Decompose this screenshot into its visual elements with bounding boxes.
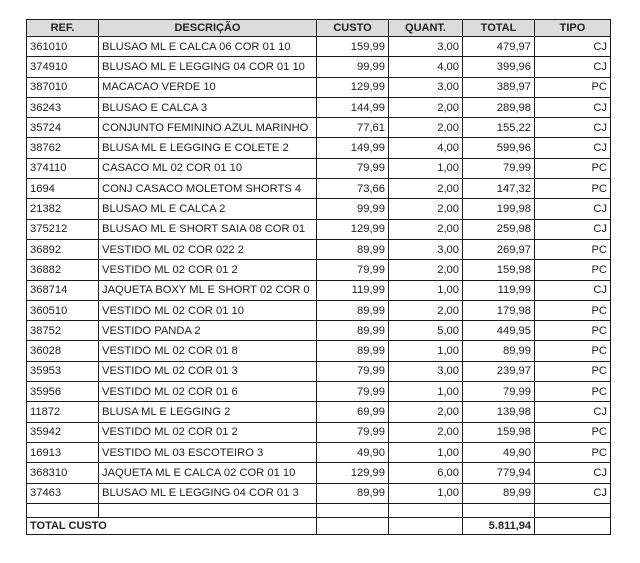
cell-descricao: CONJ CASACO MOLETOM SHORTS 4 <box>99 179 317 199</box>
cell-quant: 3,00 <box>389 77 463 97</box>
header-total: TOTAL <box>463 20 535 37</box>
cell-ref: 35956 <box>27 382 99 402</box>
cell-descricao: VESTIDO ML 03 ESCOTEIRO 3 <box>99 442 317 462</box>
cell-quant: 1,00 <box>389 158 463 178</box>
cell-ref: 36243 <box>27 97 99 117</box>
cell-ref: 368310 <box>27 463 99 483</box>
cell-descricao: BLUSAO E CALCA 3 <box>99 97 317 117</box>
cell-tipo: CJ <box>535 463 611 483</box>
cell-descricao: CONJUNTO FEMININO AZUL MARINHO <box>99 118 317 138</box>
table-row <box>27 77 611 97</box>
cell-tipo: CJ <box>535 97 611 117</box>
cell-tipo: CJ <box>535 138 611 158</box>
cell-quant: 2,00 <box>389 118 463 138</box>
cell-tipo: PC <box>535 422 611 442</box>
cell-total: 89,99 <box>463 483 535 503</box>
cell-quant: 2,00 <box>389 97 463 117</box>
cell-total: 399,96 <box>463 57 535 77</box>
cell-tipo: CJ <box>535 402 611 422</box>
table-row <box>27 118 611 138</box>
cell-descricao: VESTIDO ML 02 COR 01 3 <box>99 361 317 381</box>
table-row <box>27 158 611 178</box>
cell-total: 289,98 <box>463 97 535 117</box>
blank-cell <box>99 503 317 517</box>
total-value: 5.811,94 <box>463 517 535 534</box>
cell-total: 155,22 <box>463 118 535 138</box>
cell-total: 179,98 <box>463 300 535 320</box>
header-descricao: DESCRIÇÃO <box>99 20 317 37</box>
blank-cell <box>27 503 99 517</box>
cell-quant: 2,00 <box>389 260 463 280</box>
cell-quant: 2,00 <box>389 199 463 219</box>
cell-ref: 1694 <box>27 179 99 199</box>
cell-descricao: MACACAO VERDE 10 <box>99 77 317 97</box>
cell-descricao: VESTIDO ML 02 COR 01 10 <box>99 300 317 320</box>
header-quant: QUANT. <box>389 20 463 37</box>
cell-ref: 36892 <box>27 239 99 259</box>
total-label: TOTAL CUSTO <box>27 517 317 534</box>
cell-tipo: CJ <box>535 219 611 239</box>
cell-total: 119,99 <box>463 280 535 300</box>
cell-descricao: BLUSAO ML E LEGGING 04 COR 01 3 <box>99 483 317 503</box>
cell-custo: 49,90 <box>317 442 389 462</box>
cell-custo: 89,99 <box>317 483 389 503</box>
cell-descricao: VESTIDO ML 02 COR 01 2 <box>99 260 317 280</box>
cell-total: 89,99 <box>463 341 535 361</box>
cell-ref: 21382 <box>27 199 99 219</box>
cell-ref: 35942 <box>27 422 99 442</box>
cell-tipo: PC <box>535 321 611 341</box>
cell-total: 147,32 <box>463 179 535 199</box>
cell-ref: 11872 <box>27 402 99 422</box>
cell-quant: 1,00 <box>389 483 463 503</box>
cell-descricao: BLUSAO ML E CALCA 2 <box>99 199 317 219</box>
cell-total: 159,98 <box>463 422 535 442</box>
table-row <box>27 341 611 361</box>
cell-custo: 89,99 <box>317 239 389 259</box>
table-row <box>27 422 611 442</box>
cell-total: 269,97 <box>463 239 535 259</box>
cell-tipo: PC <box>535 382 611 402</box>
cell-total: 49,90 <box>463 442 535 462</box>
cell-total: 479,97 <box>463 37 535 57</box>
cell-tipo: PC <box>535 239 611 259</box>
cell-total: 159,98 <box>463 260 535 280</box>
cell-ref: 16913 <box>27 442 99 462</box>
table-row <box>27 97 611 117</box>
cell-tipo: PC <box>535 158 611 178</box>
cell-custo: 129,99 <box>317 219 389 239</box>
blank-cell <box>535 503 611 517</box>
cell-descricao: VESTIDO ML 02 COR 01 6 <box>99 382 317 402</box>
cell-custo: 79,99 <box>317 158 389 178</box>
cell-descricao: VESTIDO ML 02 COR 022 2 <box>99 239 317 259</box>
cell-custo: 99,99 <box>317 57 389 77</box>
cell-quant: 6,00 <box>389 463 463 483</box>
cell-quant: 3,00 <box>389 361 463 381</box>
cell-total: 449,95 <box>463 321 535 341</box>
table-row <box>27 239 611 259</box>
total-empty-cell <box>535 517 611 534</box>
total-empty-cell <box>317 517 389 534</box>
cell-custo: 79,99 <box>317 361 389 381</box>
cell-custo: 149,99 <box>317 138 389 158</box>
stock-table <box>26 19 611 535</box>
cell-custo: 159,99 <box>317 37 389 57</box>
cell-ref: 36882 <box>27 260 99 280</box>
cell-descricao: BLUSA ML E LEGGING 2 <box>99 402 317 422</box>
cell-quant: 5,00 <box>389 321 463 341</box>
table-row <box>27 361 611 381</box>
cell-custo: 119,99 <box>317 280 389 300</box>
cell-quant: 2,00 <box>389 300 463 320</box>
cell-custo: 79,99 <box>317 422 389 442</box>
table-row <box>27 260 611 280</box>
cell-quant: 1,00 <box>389 280 463 300</box>
cell-total: 389,97 <box>463 77 535 97</box>
cell-descricao: BLUSAO ML E LEGGING 04 COR 01 10 <box>99 57 317 77</box>
table-row <box>27 138 611 158</box>
header-tipo: TIPO <box>535 20 611 37</box>
cell-tipo: PC <box>535 77 611 97</box>
cell-tipo: CJ <box>535 280 611 300</box>
cell-quant: 1,00 <box>389 382 463 402</box>
cell-ref: 361010 <box>27 37 99 57</box>
cell-custo: 73,66 <box>317 179 389 199</box>
cell-custo: 129,99 <box>317 463 389 483</box>
cell-quant: 4,00 <box>389 138 463 158</box>
total-row <box>27 517 611 534</box>
cell-ref: 374910 <box>27 57 99 77</box>
cell-quant: 3,00 <box>389 37 463 57</box>
cell-custo: 89,99 <box>317 341 389 361</box>
table-row <box>27 219 611 239</box>
cell-quant: 1,00 <box>389 341 463 361</box>
cell-ref: 37463 <box>27 483 99 503</box>
cell-tipo: PC <box>535 442 611 462</box>
cell-total: 259,98 <box>463 219 535 239</box>
cell-custo: 79,99 <box>317 382 389 402</box>
cell-tipo: PC <box>535 361 611 381</box>
cell-tipo: PC <box>535 341 611 361</box>
cell-tipo: PC <box>535 260 611 280</box>
table-row <box>27 382 611 402</box>
cell-custo: 69,99 <box>317 402 389 422</box>
table-row <box>27 300 611 320</box>
header-custo: CUSTO <box>317 20 389 37</box>
cell-quant: 1,00 <box>389 442 463 462</box>
cell-total: 139,98 <box>463 402 535 422</box>
cell-tipo: PC <box>535 179 611 199</box>
cell-descricao: BLUSA ML E LEGGING E COLETE 2 <box>99 138 317 158</box>
cell-custo: 89,99 <box>317 300 389 320</box>
blank-cell <box>463 503 535 517</box>
cell-descricao: JAQUETA ML E CALCA 02 COR 01 10 <box>99 463 317 483</box>
cell-descricao: BLUSAO ML E CALCA 06 COR 01 10 <box>99 37 317 57</box>
total-empty-cell <box>389 517 463 534</box>
table-row <box>27 280 611 300</box>
cell-total: 239,97 <box>463 361 535 381</box>
table-row <box>27 442 611 462</box>
cell-custo: 89,99 <box>317 321 389 341</box>
table-row <box>27 57 611 77</box>
cell-ref: 368714 <box>27 280 99 300</box>
cell-descricao: VESTIDO ML 02 COR 01 8 <box>99 341 317 361</box>
cell-descricao: VESTIDO ML 02 COR 01 2 <box>99 422 317 442</box>
cell-total: 599,96 <box>463 138 535 158</box>
cell-ref: 375212 <box>27 219 99 239</box>
cell-tipo: CJ <box>535 118 611 138</box>
table-row <box>27 463 611 483</box>
cell-descricao: VESTIDO PANDA 2 <box>99 321 317 341</box>
table-body <box>27 37 611 504</box>
cell-ref: 35724 <box>27 118 99 138</box>
cell-quant: 3,00 <box>389 239 463 259</box>
cell-ref: 387010 <box>27 77 99 97</box>
cell-quant: 2,00 <box>389 219 463 239</box>
cell-ref: 38762 <box>27 138 99 158</box>
cell-ref: 374110 <box>27 158 99 178</box>
blank-cell <box>317 503 389 517</box>
cell-tipo: CJ <box>535 57 611 77</box>
table-row <box>27 199 611 219</box>
cell-tipo: PC <box>535 300 611 320</box>
cell-ref: 35953 <box>27 361 99 381</box>
table-row <box>27 321 611 341</box>
blank-cell <box>389 503 463 517</box>
table-row <box>27 402 611 422</box>
cell-tipo: CJ <box>535 37 611 57</box>
cell-quant: 2,00 <box>389 179 463 199</box>
cell-descricao: JAQUETA BOXY ML E SHORT 02 COR 0 <box>99 280 317 300</box>
cell-total: 199,98 <box>463 199 535 219</box>
cell-quant: 4,00 <box>389 57 463 77</box>
cell-custo: 77,61 <box>317 118 389 138</box>
cell-ref: 36028 <box>27 341 99 361</box>
cell-quant: 2,00 <box>389 422 463 442</box>
cell-descricao: CASACO ML 02 COR 01 10 <box>99 158 317 178</box>
cell-total: 79,99 <box>463 382 535 402</box>
cell-ref: 360510 <box>27 300 99 320</box>
table-row <box>27 37 611 57</box>
cell-tipo: CJ <box>535 199 611 219</box>
cell-total: 79,99 <box>463 158 535 178</box>
table-row <box>27 179 611 199</box>
cell-custo: 129,99 <box>317 77 389 97</box>
table-header-row <box>27 20 611 37</box>
cell-custo: 99,99 <box>317 199 389 219</box>
cell-quant: 2,00 <box>389 402 463 422</box>
cell-custo: 79,99 <box>317 260 389 280</box>
table-row <box>27 483 611 503</box>
cell-total: 779,94 <box>463 463 535 483</box>
cell-descricao: BLUSAO ML E SHORT SAIA 08 COR 01 <box>99 219 317 239</box>
header-ref: REF. <box>27 20 99 37</box>
cell-tipo: CJ <box>535 483 611 503</box>
cell-custo: 144,99 <box>317 97 389 117</box>
cell-ref: 38752 <box>27 321 99 341</box>
blank-row <box>27 503 611 517</box>
